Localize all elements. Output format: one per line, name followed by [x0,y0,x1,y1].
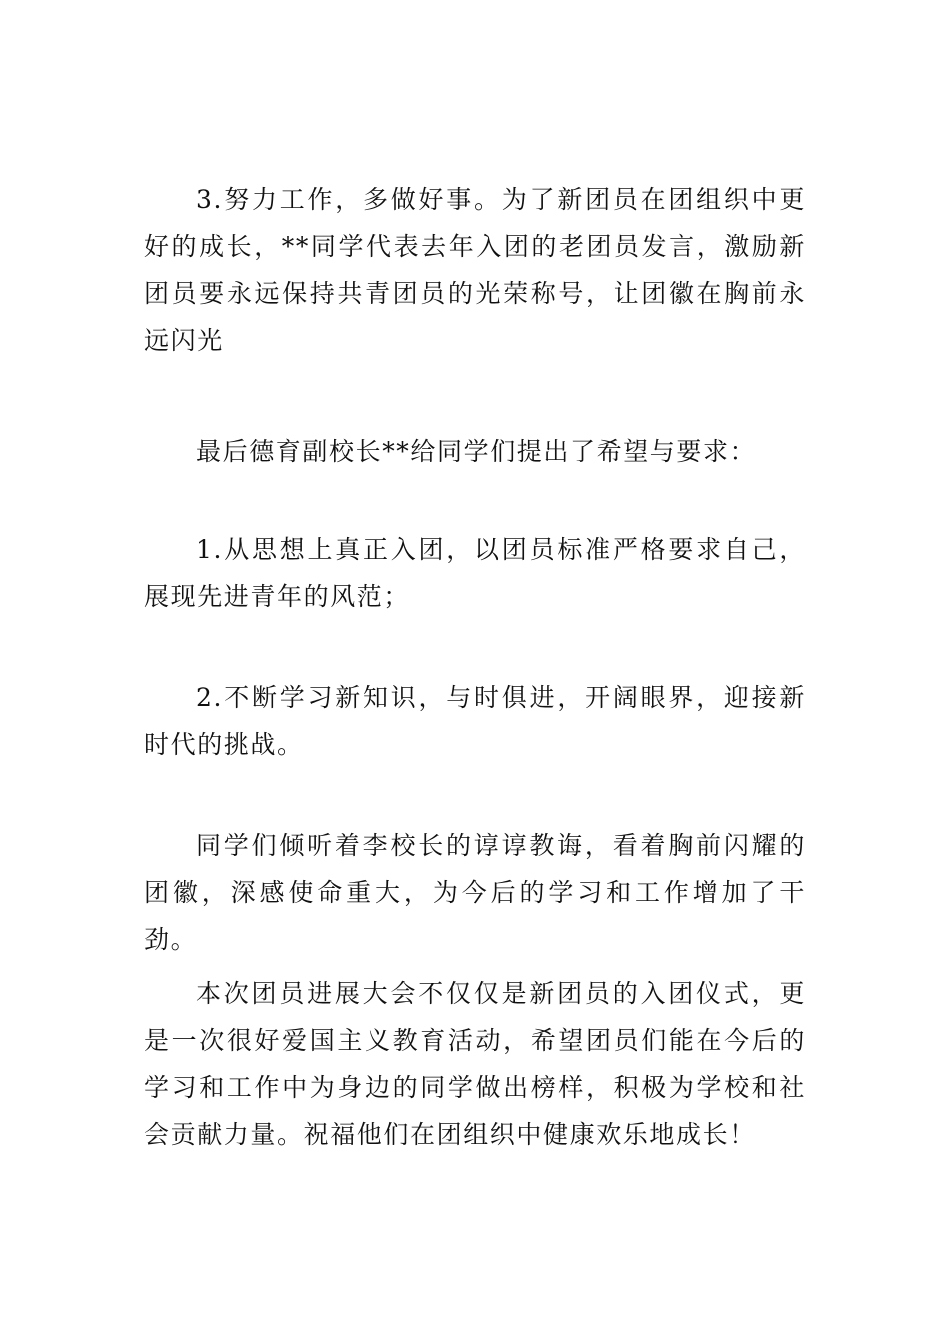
paragraph-requirement-2: 2.不断学习新知识，与时俱进，开阔眼界，迎接新时代的挑战。 [144,683,806,759]
paragraph-requirement-1: 1.从思想上真正入团，以团员标准严格要求自己，展现先进青年的风范； [144,535,806,611]
paragraph-vice-principal-hopes: 最后德育副校长**给同学们提出了希望与要求： [196,437,757,466]
paragraph-effort-work: 3.努力工作，多做好事。为了新团员在团组织中更好的成长，**同学代表去年入团的老团员发言，激励新团员要永远保持共青团员的光荣称号，让团徽在胸前永远闪光 [144,185,806,355]
paragraph-students-listen: 同学们倾听着李校长的谆谆教诲，看着胸前闪耀的团徽，深感使命重大，为今后的学习和工作增加了干劲。 [144,831,806,954]
paragraph-conclusion: 本次团员进展大会不仅仅是新团员的入团仪式，更是一次很好爱国主义教育活动，希望团员们能在今后的学习和工作中为身边的同学做出榜样，积极为学校和社会贡献力量。祝福他们在团组织中健康欢乐地成长！ [144,979,806,1149]
